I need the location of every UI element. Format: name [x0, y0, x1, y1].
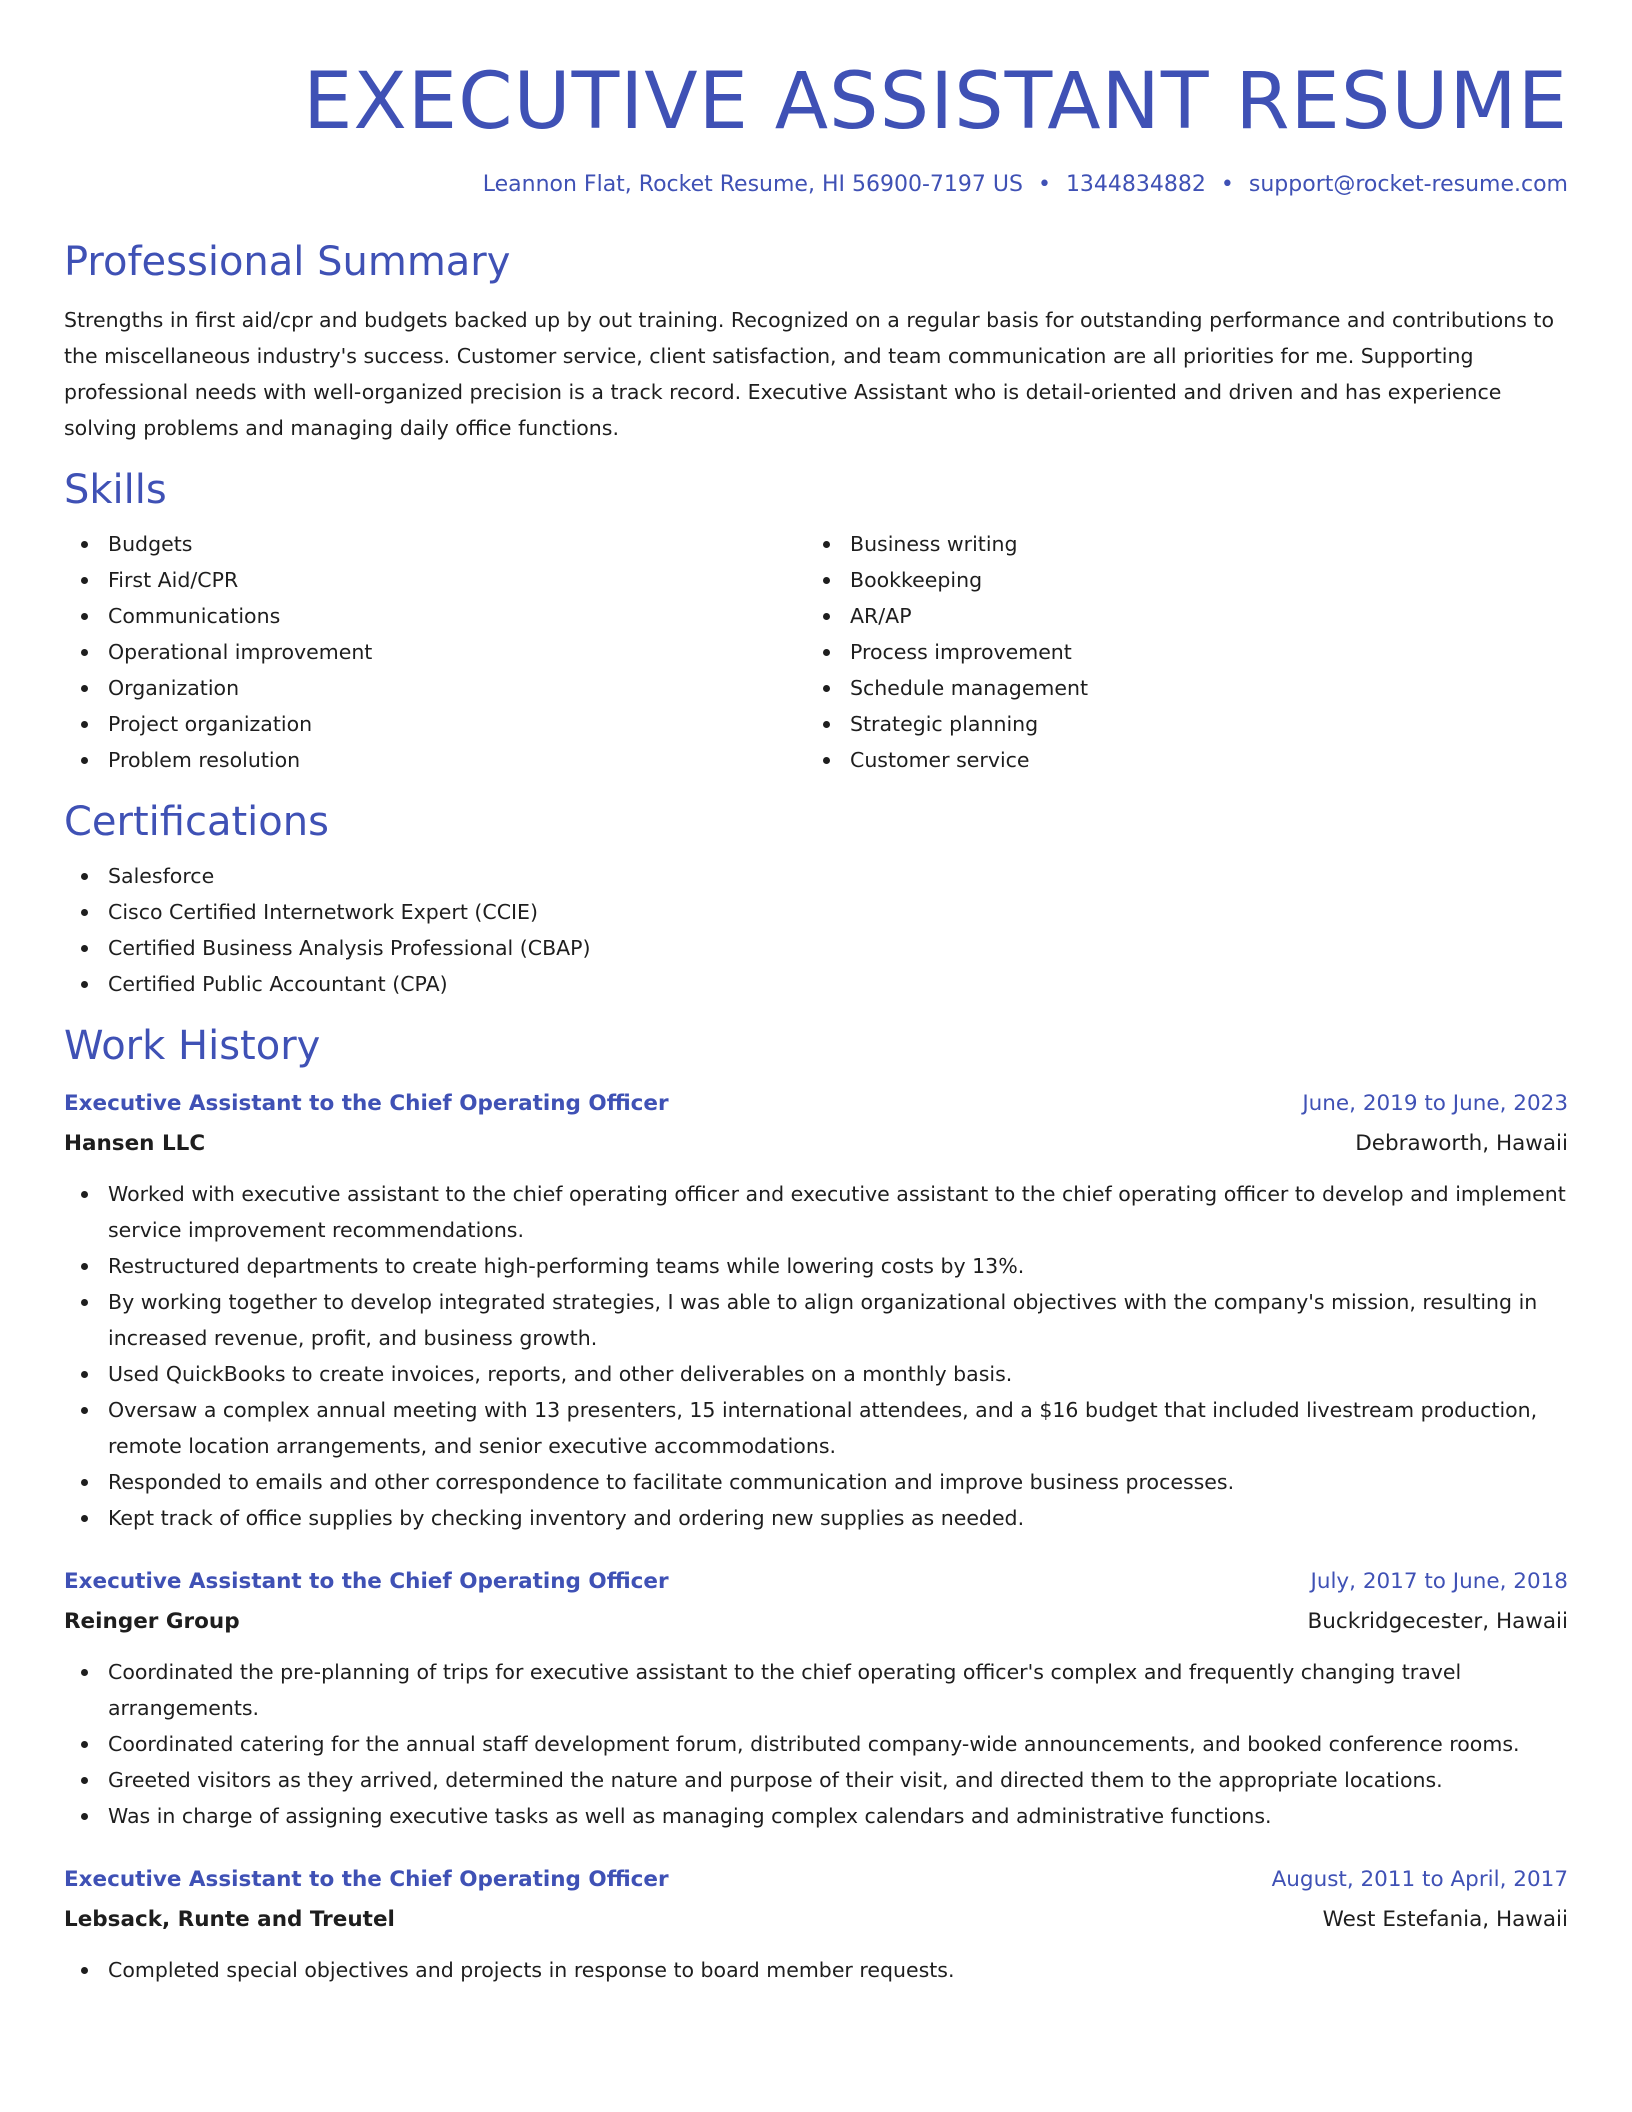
certification-item: Certified Public Accountant (CPA)	[64, 966, 1568, 1002]
job-role: Executive Assistant to the Chief Operating Officer	[64, 1867, 669, 1892]
contact-email[interactable]: support@rocket-resume.com	[1248, 172, 1568, 197]
job-dates: June, 2019 to June, 2023	[1302, 1091, 1568, 1116]
job-company: Hansen LLC	[64, 1131, 206, 1156]
skill-item: Bookkeeping	[806, 562, 1548, 598]
job-bullet: Greeted visitors as they arrived, determined the nature and purpose of their visit, and directed them to the appropriate locations.	[64, 1762, 1568, 1798]
certifications-list	[64, 858, 1568, 1002]
certifications-heading: Certifications	[64, 799, 329, 845]
job-bullet: Responded to emails and other correspondence to facilitate communication and improve business processes.	[64, 1464, 1568, 1500]
contact-separator: •	[1037, 172, 1051, 197]
skill-item: AR/AP	[806, 598, 1548, 634]
job-subheader	[64, 1900, 1568, 1940]
job-bullets	[64, 1952, 1568, 1988]
job-bullets	[64, 1654, 1568, 1834]
skill-item: Strategic planning	[806, 706, 1548, 742]
job-entry	[64, 1084, 1568, 1536]
job-dates: August, 2011 to April, 2017	[1271, 1867, 1568, 1892]
skill-item: Problem resolution	[64, 742, 806, 778]
skills-grid	[64, 526, 1568, 778]
job-entry	[64, 1860, 1568, 1988]
job-bullet: By working together to develop integrated strategies, I was able to align organizational objectives with the company's mission, resulting in increased revenue, profit, and business growth.	[64, 1284, 1568, 1356]
job-bullet: Coordinated the pre-planning of trips for executive assistant to the chief operating officer's complex and frequently changing travel arrangements.	[64, 1654, 1568, 1726]
job-header	[64, 1860, 1568, 1900]
skill-item: Process improvement	[806, 634, 1548, 670]
job-role: Executive Assistant to the Chief Operating Officer	[64, 1569, 669, 1594]
job-bullet: Oversaw a complex annual meeting with 13 presenters, 15 international attendees, and a $16 budget that included livestream production, remote location arrangements, and senior executive accommodations.	[64, 1392, 1568, 1464]
job-subheader	[64, 1602, 1568, 1642]
skills-heading: Skills	[64, 467, 167, 513]
job-bullet: Used QuickBooks to create invoices, reports, and other deliverables on a monthly basis.	[64, 1356, 1568, 1392]
certification-item: Salesforce	[64, 858, 1568, 894]
job-bullet: Worked with executive assistant to the chief operating officer and executive assistant to the chief operating officer to develop and implement service improvement recommendations.	[64, 1176, 1568, 1248]
job-header	[64, 1562, 1568, 1602]
contact-address: Leannon Flat, Rocket Resume, HI 56900-7197 US	[482, 172, 1023, 197]
contact-line	[64, 170, 1568, 200]
job-role: Executive Assistant to the Chief Operating Officer	[64, 1091, 669, 1116]
job-dates: July, 2017 to June, 2018	[1310, 1569, 1568, 1594]
skill-item: Organization	[64, 670, 806, 706]
contact-separator: •	[1220, 172, 1234, 197]
skill-item: Customer service	[806, 742, 1548, 778]
contact-phone: 1344834882	[1065, 172, 1206, 197]
job-entry	[64, 1562, 1568, 1834]
summary-heading: Professional Summary	[64, 239, 511, 285]
job-company: Reinger Group	[64, 1609, 240, 1634]
skill-item: First Aid/CPR	[64, 562, 806, 598]
job-company: Lebsack, Runte and Treutel	[64, 1907, 395, 1932]
job-location: Debraworth, Hawaii	[1355, 1131, 1568, 1156]
skills-list-left	[64, 526, 806, 778]
job-location: Buckridgecester, Hawaii	[1307, 1609, 1568, 1634]
skill-item: Budgets	[64, 526, 806, 562]
job-location: West Estefania, Hawaii	[1322, 1907, 1568, 1932]
job-subheader	[64, 1124, 1568, 1164]
skill-item: Schedule management	[806, 670, 1548, 706]
resume-title: EXECUTIVE ASSISTANT RESUME	[303, 57, 1568, 147]
skill-item: Communications	[64, 598, 806, 634]
certification-item: Certified Business Analysis Professional (CBAP)	[64, 930, 1568, 966]
job-bullet: Kept track of office supplies by checking inventory and ordering new supplies as needed.	[64, 1500, 1568, 1536]
skill-item: Business writing	[806, 526, 1548, 562]
skill-item: Operational improvement	[64, 634, 806, 670]
work-history-heading: Work History	[64, 1023, 321, 1069]
skills-list-right	[806, 526, 1548, 778]
job-bullet: Coordinated catering for the annual staff development forum, distributed company-wide announcements, and booked conference rooms.	[64, 1726, 1568, 1762]
certification-item: Cisco Certified Internetwork Expert (CCIE)	[64, 894, 1568, 930]
job-bullet: Restructured departments to create high-performing teams while lowering costs by 13%.	[64, 1248, 1568, 1284]
job-header	[64, 1084, 1568, 1124]
job-bullet: Completed special objectives and projects in response to board member requests.	[64, 1952, 1568, 1988]
skill-item: Project organization	[64, 706, 806, 742]
job-bullets	[64, 1176, 1568, 1536]
summary-text: Strengths in first aid/cpr and budgets backed up by out training. Recognized on a regular basis for outstanding performance and contributions to the miscellaneous industry's success. Customer service, client satisfaction, and team communication are all priorities for me. Supporting professional needs with well-organized precision is a track record. Executive Assistant who is detail-oriented and driven and has experience solving problems and managing daily office functions.	[64, 308, 1554, 440]
job-bullet: Was in charge of assigning executive tasks as well as managing complex calendars and administrative functions.	[64, 1798, 1568, 1834]
